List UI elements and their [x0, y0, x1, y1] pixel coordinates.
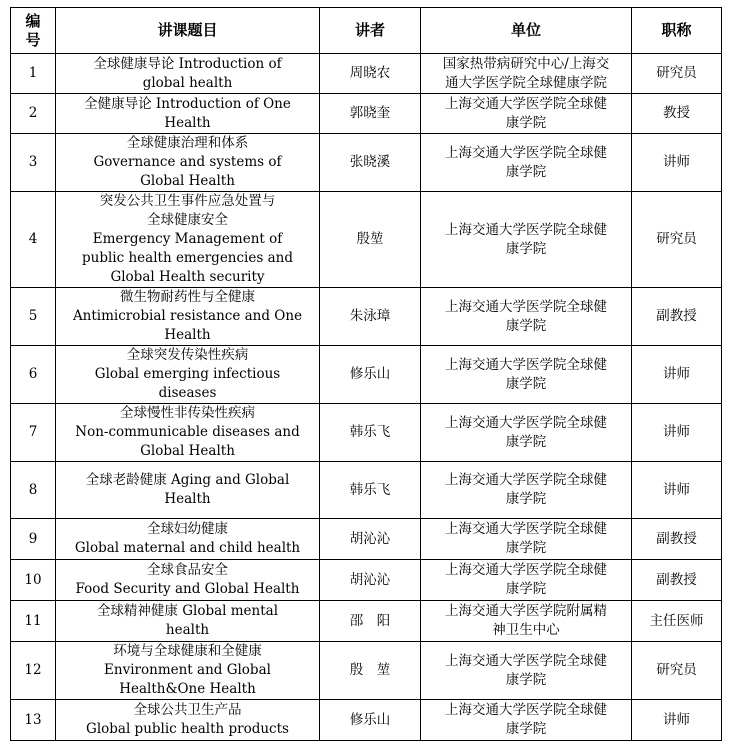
cell-unit — [421, 288, 632, 346]
cell-title-line: Global emerging infectious — [94, 366, 281, 382]
cell-title-line: Antimicrobial resistance and One — [72, 308, 303, 324]
cell-title-line: Health&One Health — [119, 681, 256, 697]
cell-number: 5 — [11, 288, 56, 346]
cell-title-line: Global public health products — [86, 721, 289, 737]
header-title: 讲课题目 — [56, 8, 320, 54]
cell-unit-line: 康学院 — [505, 240, 547, 257]
cell-lecturer: 邵 阳 — [320, 601, 421, 642]
header-row — [11, 8, 722, 54]
cell-number: 11 — [11, 601, 56, 642]
cell-title-line: Health — [164, 491, 211, 507]
cell-rank: 教授 — [632, 94, 722, 134]
cell-unit — [421, 54, 632, 94]
cell-rank: 副教授 — [632, 519, 722, 560]
cell-unit-line: 康学院 — [505, 317, 547, 334]
cell-rank: 讲师 — [632, 134, 722, 192]
cell-title-line: Health — [164, 114, 211, 131]
cell-unit-line: 国家热带病研究中心/上海交 — [442, 55, 610, 72]
cell-unit — [421, 192, 632, 288]
cell-title — [56, 642, 320, 700]
cell-unit-line: 康学院 — [505, 721, 547, 737]
cell-lecturer: 韩乐飞 — [320, 404, 421, 462]
cell-title-line: health — [165, 622, 210, 638]
cell-unit — [421, 134, 632, 192]
header-unit: 单位 — [421, 8, 632, 54]
cell-title — [56, 192, 320, 288]
cell-unit-line: 上海交通大学医学院全球健 — [445, 356, 607, 373]
cell-unit-line: 上海交通大学医学院全球健 — [445, 562, 607, 578]
cell-title — [56, 134, 320, 192]
cell-unit-line: 神卫生中心 — [492, 622, 560, 638]
cell-rank: 讲师 — [632, 404, 722, 462]
cell-title-line: 全球健康导论 Introduction of — [93, 55, 282, 72]
table-row — [11, 94, 722, 134]
cell-number: 8 — [11, 462, 56, 519]
header-number — [11, 8, 56, 54]
cell-number: 6 — [11, 346, 56, 404]
cell-title-line: 全健康导论 Introduction of One — [84, 95, 291, 112]
cell-rank: 研究员 — [632, 192, 722, 288]
cell-lecturer: 张晓溪 — [320, 134, 421, 192]
cell-title — [56, 601, 320, 642]
cell-unit-line: 康学院 — [505, 540, 547, 556]
cell-rank: 副教授 — [632, 288, 722, 346]
cell-unit-line: 上海交通大学医学院全球健 — [445, 95, 607, 112]
cell-title-line: Governance and systems of — [93, 154, 282, 170]
cell-title-line: 全球健康治理和体系 — [126, 135, 249, 151]
cell-title — [56, 560, 320, 601]
cell-title-line: 全球健康安全 — [147, 212, 228, 228]
cell-title-line: 全球妇幼健康 — [147, 521, 228, 537]
cell-unit-line: 上海交通大学医学院全球健 — [445, 144, 607, 161]
cell-title-line: Emergency Management of — [92, 231, 283, 247]
cell-title-line: Food Security and Global Health — [75, 581, 300, 597]
cell-unit-line: 上海交通大学医学院全球健 — [445, 414, 607, 431]
cell-unit-line: 上海交通大学医学院全球健 — [445, 472, 607, 488]
cell-title — [56, 288, 320, 346]
table-row — [11, 54, 722, 94]
cell-title-line: Non-communicable diseases and — [75, 424, 300, 440]
table-row — [11, 288, 722, 346]
cell-title-line: Environment and Global — [104, 662, 271, 678]
cell-rank: 研究员 — [632, 642, 722, 700]
cell-number: 7 — [11, 404, 56, 462]
cell-title — [56, 519, 320, 560]
cell-unit-line: 上海交通大学医学院全球健 — [445, 221, 607, 238]
table-row — [11, 601, 722, 642]
cell-title-line: public health emergencies and — [82, 250, 293, 266]
table-row — [11, 560, 722, 601]
cell-number: 12 — [11, 642, 56, 700]
cell-number: 2 — [11, 94, 56, 134]
cell-unit-line: 康学院 — [505, 581, 547, 597]
table-row — [11, 519, 722, 560]
cell-rank: 研究员 — [632, 54, 722, 94]
cell-title-line: global health — [142, 74, 233, 91]
cell-number: 13 — [11, 700, 56, 741]
header-lecturer: 讲者 — [320, 8, 421, 54]
cell-unit-line: 康学院 — [505, 375, 547, 392]
cell-title — [56, 462, 320, 519]
cell-lecturer: 郭晓奎 — [320, 94, 421, 134]
table-row — [11, 404, 722, 462]
cell-title-line: Health — [164, 327, 211, 343]
cell-lecturer: 修乐山 — [320, 346, 421, 404]
cell-unit — [421, 346, 632, 404]
cell-title-line: 环境与全球健康和全健康 — [113, 643, 262, 659]
cell-unit — [421, 700, 632, 741]
cell-unit-line: 上海交通大学医学院全球健 — [445, 298, 607, 315]
cell-lecturer: 朱泳璋 — [320, 288, 421, 346]
cell-title-line: 全球精神健康 Global mental — [96, 603, 279, 619]
cell-title-line: 全球公共卫生产品 — [133, 702, 242, 718]
cell-number: 3 — [11, 134, 56, 192]
cell-unit — [421, 560, 632, 601]
cell-rank: 副教授 — [632, 560, 722, 601]
cell-unit — [421, 404, 632, 462]
cell-title — [56, 346, 320, 404]
cell-unit — [421, 94, 632, 134]
cell-unit-line: 上海交通大学医学院全球健 — [445, 521, 607, 537]
cell-lecturer: 殷堃 — [320, 192, 421, 288]
table-row — [11, 462, 722, 519]
cell-title-line: 全球慢性非传染性疾病 — [120, 405, 255, 421]
cell-lecturer: 胡沁沁 — [320, 560, 421, 601]
table-row — [11, 134, 722, 192]
cell-number: 1 — [11, 54, 56, 94]
header-number-text: 编号 — [25, 11, 41, 49]
cell-unit-line: 上海交通大学医学院附属精 — [445, 603, 607, 619]
cell-lecturer: 周晓农 — [320, 54, 421, 94]
header-rank: 职称 — [632, 8, 722, 54]
cell-title-line: diseases — [158, 385, 217, 401]
cell-title-line: Global Health — [140, 173, 235, 189]
cell-title-line: Global maternal and child health — [74, 540, 301, 556]
cell-title — [56, 94, 320, 134]
cell-unit-line: 康学院 — [505, 114, 547, 131]
cell-rank: 讲师 — [632, 700, 722, 741]
cell-title — [56, 404, 320, 462]
cell-unit-line: 康学院 — [505, 163, 547, 180]
cell-lecturer: 韩乐飞 — [320, 462, 421, 519]
cell-title-line: 全球老龄健康 Aging and Global — [85, 472, 290, 488]
cell-rank: 讲师 — [632, 346, 722, 404]
cell-unit — [421, 642, 632, 700]
table-row — [11, 192, 722, 288]
cell-unit-line: 上海交通大学医学院全球健 — [445, 702, 607, 718]
cell-title — [56, 700, 320, 741]
cell-lecturer: 胡沁沁 — [320, 519, 421, 560]
cell-title-line: Global Health security — [110, 269, 265, 285]
cell-unit-line: 上海交通大学医学院全球健 — [445, 652, 607, 669]
cell-unit-line: 康学院 — [505, 671, 547, 688]
cell-unit-line: 康学院 — [505, 491, 547, 507]
cell-title-line: 全球食品安全 — [147, 562, 228, 578]
course-table — [10, 7, 722, 741]
cell-number: 9 — [11, 519, 56, 560]
table-body — [11, 54, 722, 741]
cell-rank: 主任医师 — [632, 601, 722, 642]
cell-title-line: 突发公共卫生事件应急处置与 — [99, 193, 276, 209]
table-row — [11, 642, 722, 700]
cell-rank: 讲师 — [632, 462, 722, 519]
cell-unit — [421, 519, 632, 560]
cell-title-line: 全球突发传染性疾病 — [126, 347, 249, 363]
cell-unit-line: 通大学医学院全球健康学院 — [445, 74, 607, 91]
cell-lecturer: 修乐山 — [320, 700, 421, 741]
cell-title-line: 微生物耐药性与全健康 — [120, 289, 255, 305]
cell-unit — [421, 601, 632, 642]
cell-number: 10 — [11, 560, 56, 601]
cell-lecturer: 殷 堃 — [320, 642, 421, 700]
table-row — [11, 346, 722, 404]
cell-title-line: Global Health — [140, 443, 235, 459]
cell-unit — [421, 462, 632, 519]
cell-title — [56, 54, 320, 94]
table-row — [11, 700, 722, 741]
cell-unit-line: 康学院 — [505, 433, 547, 450]
cell-number: 4 — [11, 192, 56, 288]
